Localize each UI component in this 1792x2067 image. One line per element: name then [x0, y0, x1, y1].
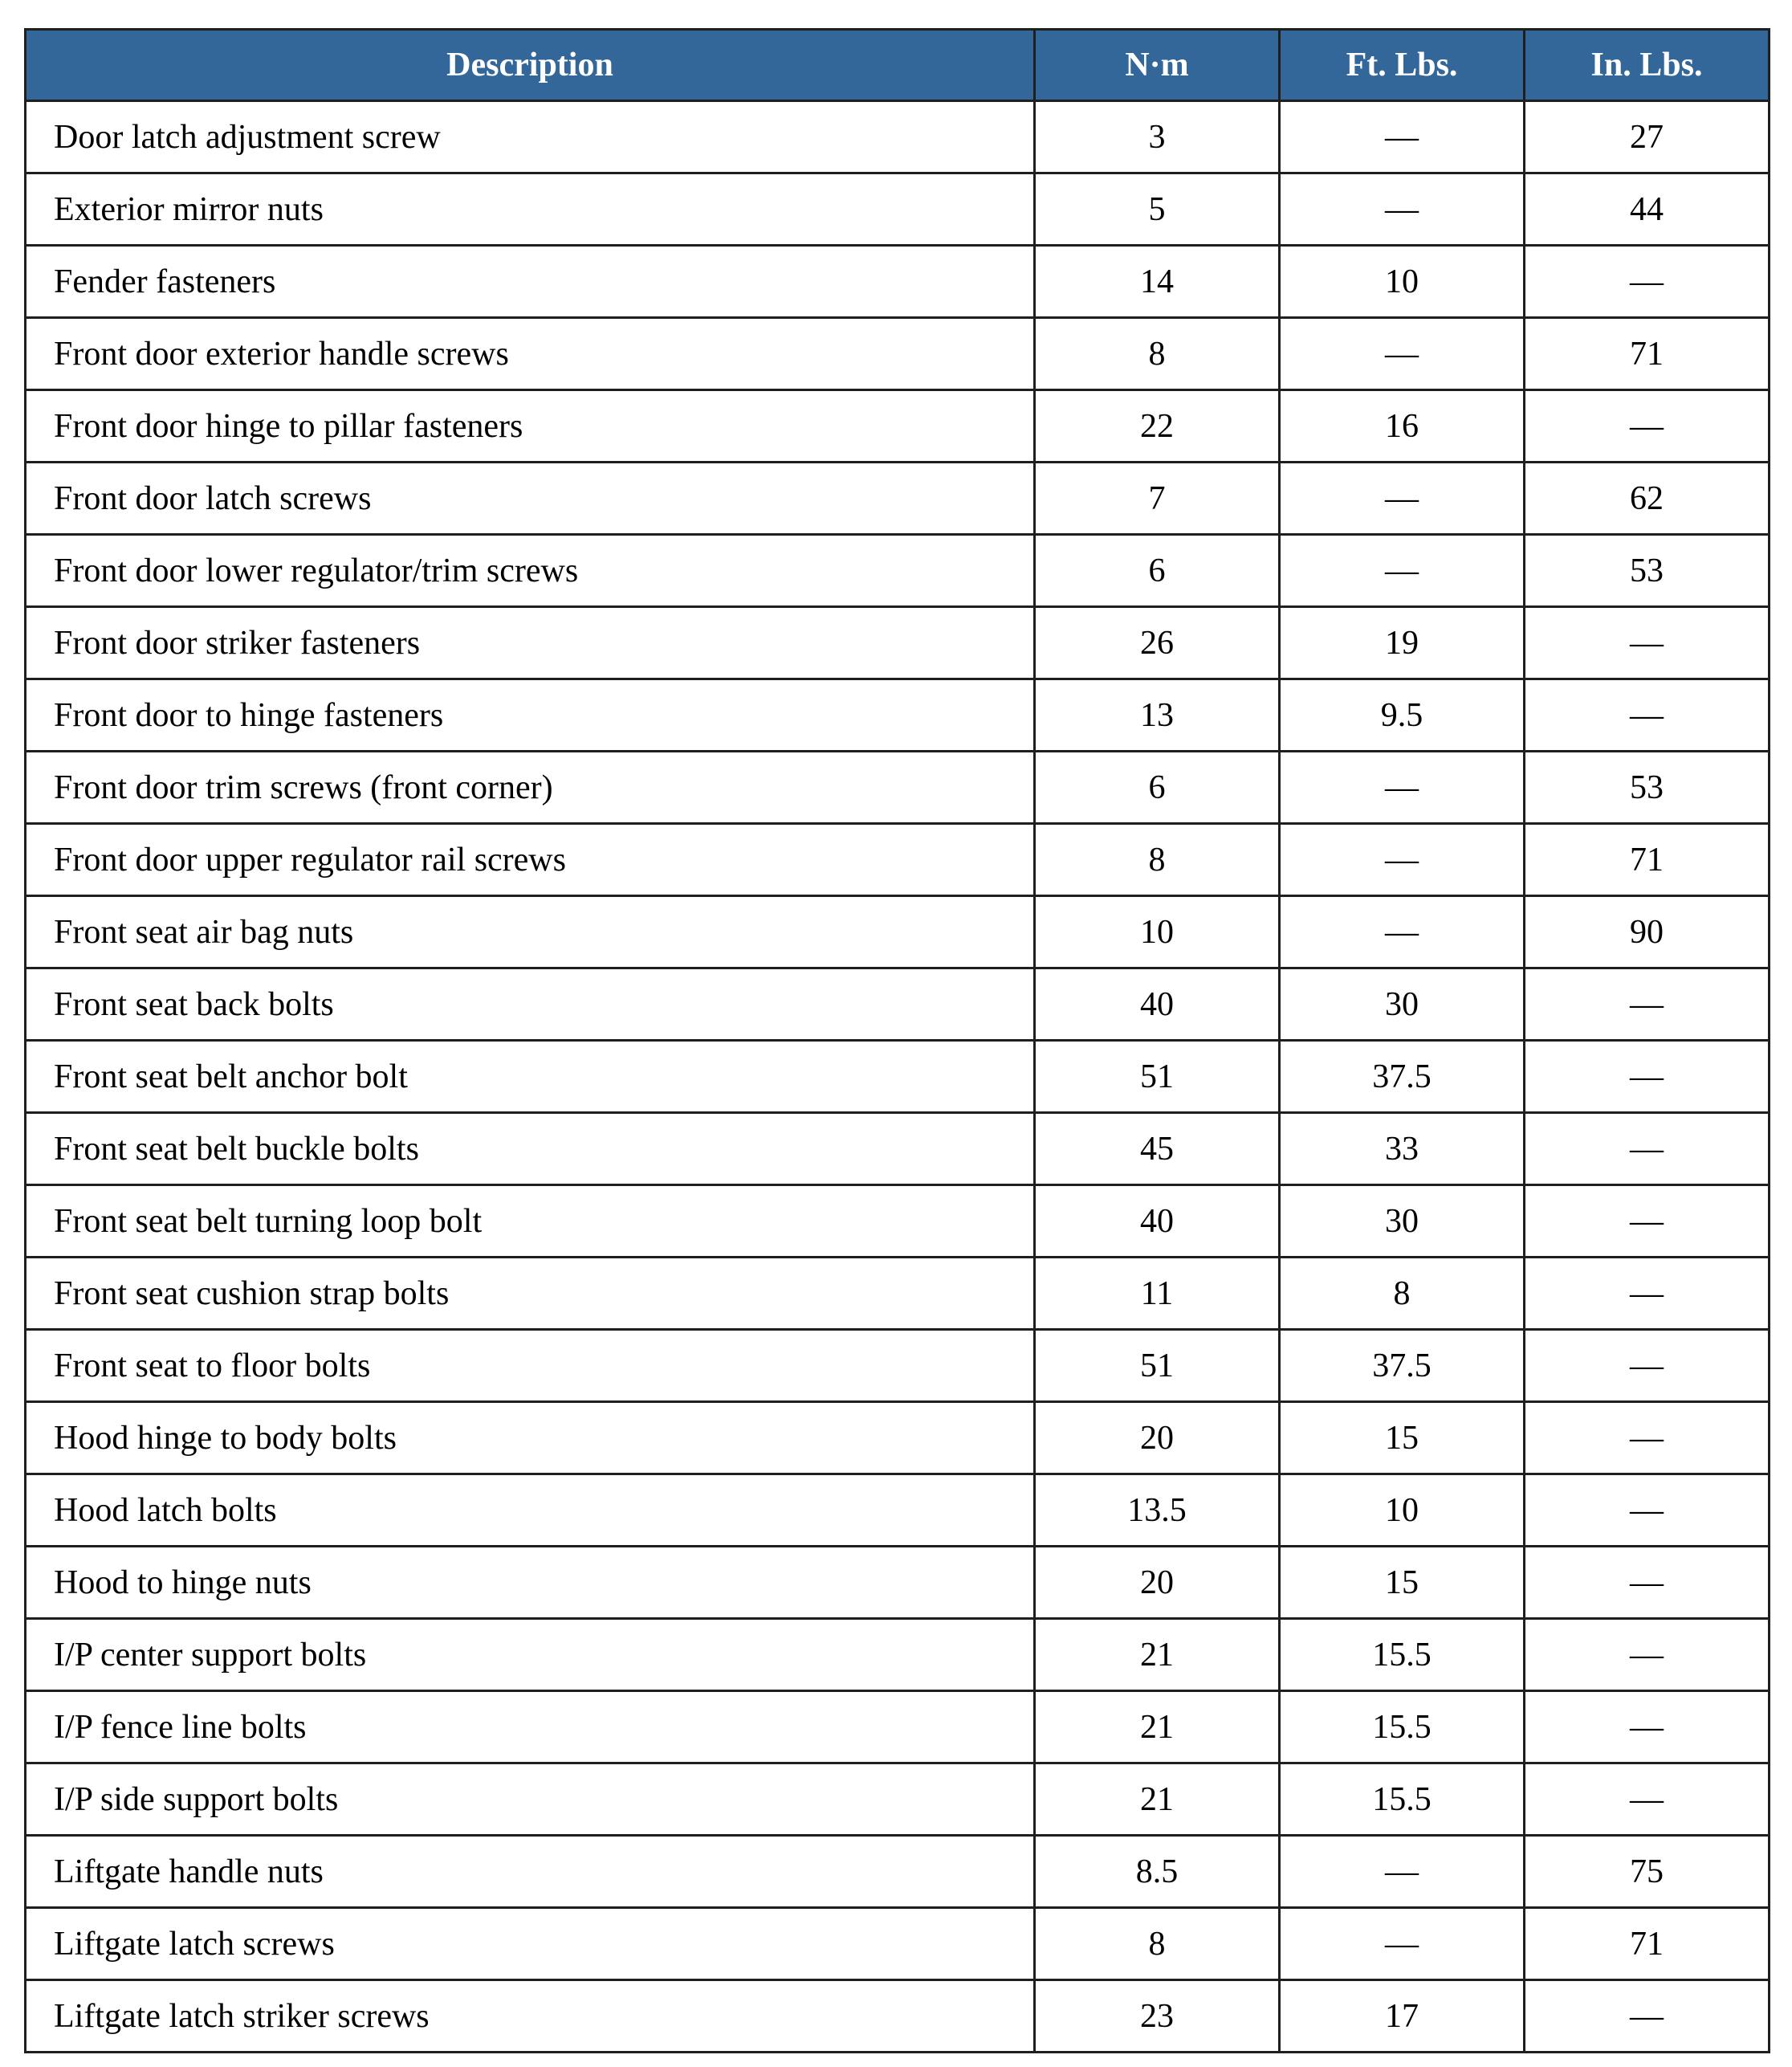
cell-ft-lbs: — [1280, 752, 1525, 824]
cell-ft-lbs: 15.5 [1280, 1691, 1525, 1763]
table-header [26, 30, 1770, 101]
table-row [26, 752, 1770, 824]
table-row [26, 1474, 1770, 1547]
cell-ft-lbs: 15.5 [1280, 1763, 1525, 1836]
cell-nm: 40 [1035, 968, 1280, 1041]
cell-description: Fender fasteners [26, 246, 1035, 318]
cell-ft-lbs: 10 [1280, 246, 1525, 318]
cell-in-lbs: — [1525, 1763, 1770, 1836]
table-row [26, 1908, 1770, 1980]
cell-description: Front door trim screws (front corner) [26, 752, 1035, 824]
cell-in-lbs: 27 [1525, 101, 1770, 173]
cell-ft-lbs: — [1280, 318, 1525, 390]
cell-nm: 13 [1035, 679, 1280, 752]
cell-description: Front door exterior handle screws [26, 318, 1035, 390]
cell-ft-lbs: 30 [1280, 968, 1525, 1041]
table-row [26, 246, 1770, 318]
cell-ft-lbs: 10 [1280, 1474, 1525, 1547]
cell-nm: 8.5 [1035, 1836, 1280, 1908]
cell-ft-lbs: 17 [1280, 1980, 1525, 2053]
torque-spec-table [24, 28, 1770, 2053]
cell-in-lbs: — [1525, 1041, 1770, 1113]
cell-nm: 20 [1035, 1402, 1280, 1474]
header-nm: N·m [1035, 30, 1280, 101]
cell-ft-lbs: — [1280, 1836, 1525, 1908]
cell-nm: 21 [1035, 1619, 1280, 1691]
table-row [26, 1402, 1770, 1474]
cell-in-lbs: — [1525, 1185, 1770, 1258]
cell-description: Front seat belt turning loop bolt [26, 1185, 1035, 1258]
table-row [26, 1113, 1770, 1185]
cell-description: Hood hinge to body bolts [26, 1402, 1035, 1474]
cell-ft-lbs: 15 [1280, 1402, 1525, 1474]
cell-in-lbs: — [1525, 1619, 1770, 1691]
cell-in-lbs: 53 [1525, 752, 1770, 824]
cell-nm: 51 [1035, 1330, 1280, 1402]
table-row [26, 463, 1770, 535]
cell-description: Front door upper regulator rail screws [26, 824, 1035, 896]
cell-nm: 8 [1035, 318, 1280, 390]
cell-nm: 7 [1035, 463, 1280, 535]
cell-in-lbs: — [1525, 968, 1770, 1041]
header-ft-lbs: Ft. Lbs. [1280, 30, 1525, 101]
cell-in-lbs: 71 [1525, 318, 1770, 390]
cell-ft-lbs: 9.5 [1280, 679, 1525, 752]
cell-ft-lbs: — [1280, 896, 1525, 968]
table-row [26, 1330, 1770, 1402]
table-row [26, 535, 1770, 607]
cell-in-lbs: 90 [1525, 896, 1770, 968]
cell-description: Front seat cushion strap bolts [26, 1258, 1035, 1330]
cell-in-lbs: — [1525, 390, 1770, 463]
cell-in-lbs: — [1525, 1474, 1770, 1547]
header-in-lbs: In. Lbs. [1525, 30, 1770, 101]
cell-ft-lbs: — [1280, 1908, 1525, 1980]
cell-in-lbs: — [1525, 246, 1770, 318]
cell-description: Liftgate latch screws [26, 1908, 1035, 1980]
cell-description: I/P side support bolts [26, 1763, 1035, 1836]
cell-description: Front seat back bolts [26, 968, 1035, 1041]
cell-nm: 22 [1035, 390, 1280, 463]
table-row [26, 1980, 1770, 2053]
cell-nm: 51 [1035, 1041, 1280, 1113]
table-row [26, 318, 1770, 390]
table-row [26, 1041, 1770, 1113]
cell-in-lbs: — [1525, 1113, 1770, 1185]
table-row [26, 1836, 1770, 1908]
table-row [26, 390, 1770, 463]
cell-in-lbs: — [1525, 1547, 1770, 1619]
cell-in-lbs: — [1525, 1691, 1770, 1763]
table-row [26, 1763, 1770, 1836]
table-row [26, 824, 1770, 896]
cell-nm: 6 [1035, 752, 1280, 824]
cell-nm: 21 [1035, 1691, 1280, 1763]
cell-nm: 45 [1035, 1113, 1280, 1185]
header-row [26, 30, 1770, 101]
table-row [26, 1185, 1770, 1258]
table-row [26, 173, 1770, 246]
table-row [26, 1691, 1770, 1763]
torque-spec-table-container [24, 28, 1768, 2053]
cell-in-lbs: 53 [1525, 535, 1770, 607]
cell-description: Front door hinge to pillar fasteners [26, 390, 1035, 463]
cell-description: Front seat belt buckle bolts [26, 1113, 1035, 1185]
cell-ft-lbs: 15.5 [1280, 1619, 1525, 1691]
cell-ft-lbs: 15 [1280, 1547, 1525, 1619]
cell-ft-lbs: 30 [1280, 1185, 1525, 1258]
table-row [26, 1258, 1770, 1330]
cell-in-lbs: — [1525, 1402, 1770, 1474]
cell-description: I/P fence line bolts [26, 1691, 1035, 1763]
header-description: Description [26, 30, 1035, 101]
cell-in-lbs: 44 [1525, 173, 1770, 246]
cell-ft-lbs: 33 [1280, 1113, 1525, 1185]
table-row [26, 101, 1770, 173]
cell-nm: 13.5 [1035, 1474, 1280, 1547]
cell-description: Door latch adjustment screw [26, 101, 1035, 173]
cell-description: Front door striker fasteners [26, 607, 1035, 679]
cell-in-lbs: — [1525, 1330, 1770, 1402]
cell-description: Exterior mirror nuts [26, 173, 1035, 246]
cell-description: Front seat belt anchor bolt [26, 1041, 1035, 1113]
cell-nm: 6 [1035, 535, 1280, 607]
cell-description: Front door to hinge fasteners [26, 679, 1035, 752]
cell-nm: 3 [1035, 101, 1280, 173]
cell-in-lbs: — [1525, 679, 1770, 752]
cell-nm: 14 [1035, 246, 1280, 318]
table-row [26, 1547, 1770, 1619]
cell-description: Liftgate latch striker screws [26, 1980, 1035, 2053]
cell-in-lbs: 71 [1525, 1908, 1770, 1980]
cell-in-lbs: 75 [1525, 1836, 1770, 1908]
cell-ft-lbs: — [1280, 535, 1525, 607]
cell-nm: 26 [1035, 607, 1280, 679]
table-body [26, 101, 1770, 2053]
cell-nm: 21 [1035, 1763, 1280, 1836]
cell-nm: 23 [1035, 1980, 1280, 2053]
table-row [26, 1619, 1770, 1691]
cell-ft-lbs: 8 [1280, 1258, 1525, 1330]
cell-ft-lbs: 37.5 [1280, 1041, 1525, 1113]
cell-in-lbs: — [1525, 607, 1770, 679]
cell-description: Front seat air bag nuts [26, 896, 1035, 968]
cell-in-lbs: 71 [1525, 824, 1770, 896]
table-row [26, 679, 1770, 752]
table-row [26, 607, 1770, 679]
table-row [26, 896, 1770, 968]
cell-nm: 5 [1035, 173, 1280, 246]
cell-description: Front door lower regulator/trim screws [26, 535, 1035, 607]
cell-ft-lbs: — [1280, 824, 1525, 896]
cell-in-lbs: 62 [1525, 463, 1770, 535]
cell-description: Liftgate handle nuts [26, 1836, 1035, 1908]
cell-in-lbs: — [1525, 1980, 1770, 2053]
cell-description: Hood latch bolts [26, 1474, 1035, 1547]
cell-nm: 20 [1035, 1547, 1280, 1619]
cell-ft-lbs: 37.5 [1280, 1330, 1525, 1402]
cell-in-lbs: — [1525, 1258, 1770, 1330]
cell-description: Front door latch screws [26, 463, 1035, 535]
cell-ft-lbs: — [1280, 101, 1525, 173]
cell-description: I/P center support bolts [26, 1619, 1035, 1691]
cell-nm: 11 [1035, 1258, 1280, 1330]
cell-ft-lbs: 19 [1280, 607, 1525, 679]
cell-description: Front seat to floor bolts [26, 1330, 1035, 1402]
cell-nm: 8 [1035, 824, 1280, 896]
cell-nm: 10 [1035, 896, 1280, 968]
cell-nm: 40 [1035, 1185, 1280, 1258]
cell-nm: 8 [1035, 1908, 1280, 1980]
cell-ft-lbs: — [1280, 463, 1525, 535]
cell-description: Hood to hinge nuts [26, 1547, 1035, 1619]
table-row [26, 968, 1770, 1041]
cell-ft-lbs: 16 [1280, 390, 1525, 463]
cell-ft-lbs: — [1280, 173, 1525, 246]
